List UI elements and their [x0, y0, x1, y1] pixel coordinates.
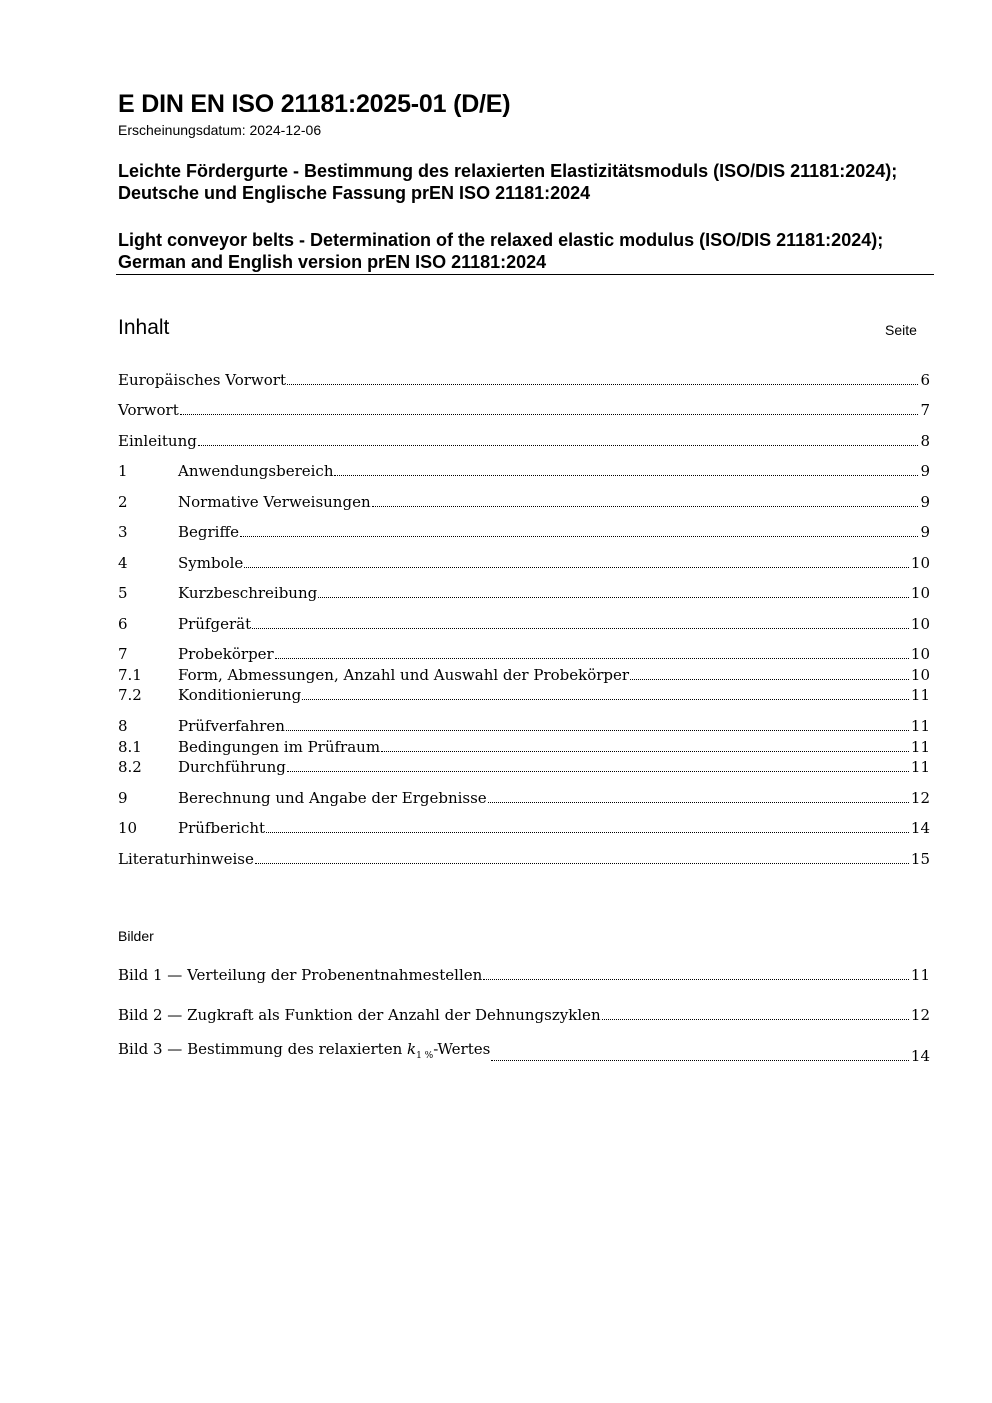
toc-entry-page: 12 [910, 789, 930, 807]
toc-entry-number: 6 [118, 615, 128, 633]
toc-heading: Inhalt [118, 316, 170, 339]
toc-entry[interactable] [118, 553, 930, 573]
toc-entry-title: Kurzbeschreibung [178, 584, 318, 602]
toc-entry[interactable] [118, 522, 930, 542]
publication-date: Erscheinungsdatum: 2024-12-06 [118, 122, 322, 138]
figure-entry[interactable] [118, 1005, 930, 1025]
dot-leader [244, 567, 909, 568]
toc-entry-number: 8 [118, 717, 128, 735]
dot-leader [318, 597, 909, 598]
toc-entry-title: Berechnung und Angabe der Ergebnisse [178, 789, 487, 807]
toc-entry-number: 7 [118, 645, 128, 663]
toc-entry-title: Anwendungsbereich [178, 462, 334, 480]
toc-entry[interactable] [118, 737, 930, 757]
dot-leader [275, 658, 909, 659]
header-divider [116, 274, 934, 275]
figure-entry-title: Bild 2 — Zugkraft als Funktion der Anzahl der Dehnungszyklen [118, 1006, 601, 1024]
dot-leader [381, 751, 909, 752]
toc-entry[interactable] [118, 665, 930, 685]
dot-leader [287, 771, 909, 772]
toc-entry-title: Begriffe [178, 523, 240, 541]
dot-leader [372, 506, 919, 507]
toc-entry-page: 10 [910, 615, 930, 633]
toc-entry[interactable] [118, 716, 930, 736]
toc-entry-number: 8.2 [118, 758, 142, 776]
toc-entry-page: 14 [910, 819, 930, 837]
dot-leader [180, 414, 919, 415]
toc-entry-number: 4 [118, 554, 128, 572]
toc-entry-page: 11 [910, 738, 930, 756]
math-symbol-k: k [407, 1040, 417, 1058]
toc-entry-page: 6 [920, 371, 930, 389]
toc-entry[interactable] [118, 788, 930, 808]
toc-entry-page: 9 [920, 493, 930, 511]
toc-entry-number: 7.2 [118, 686, 142, 704]
toc-entry-number: 10 [118, 819, 138, 837]
toc-entry-page: 7 [920, 401, 930, 419]
toc-entry[interactable] [118, 644, 930, 664]
toc-entry-title: Form, Abmessungen, Anzahl und Auswahl der Probekörper [178, 666, 630, 684]
toc-entry-page: 10 [910, 645, 930, 663]
toc-page-column-heading: Seite [885, 322, 917, 338]
figure-entry-page: 14 [910, 1047, 930, 1065]
dot-leader [334, 475, 918, 476]
toc-entry-page: 8 [920, 432, 930, 450]
toc-entry-page: 15 [910, 850, 930, 868]
toc-entry-title: Literaturhinweise [118, 850, 254, 868]
dot-leader [287, 384, 918, 385]
toc-entry[interactable] [118, 431, 930, 451]
dot-leader [630, 679, 909, 680]
figure-entry-title: Bild 1 — Verteilung der Probenentnahmestellen [118, 966, 483, 984]
toc-entry-page: 10 [910, 666, 930, 684]
dot-leader [483, 979, 909, 980]
figure-entry[interactable] [118, 1040, 930, 1066]
figures-heading: Bilder [118, 928, 154, 944]
toc-entry-number: 1 [118, 462, 128, 480]
toc-entry-title: Symbole [178, 554, 244, 572]
toc-entry-title: Prüfgerät [178, 615, 252, 633]
toc-entry[interactable] [118, 818, 930, 838]
math-subscript: 1 % [416, 1051, 434, 1061]
toc-entry[interactable] [118, 461, 930, 481]
toc-entry-title: Probekörper [178, 645, 274, 663]
toc-entry-page: 9 [920, 462, 930, 480]
toc-entry-title: Konditionierung [178, 686, 302, 704]
dot-leader [302, 699, 909, 700]
dot-leader [252, 628, 909, 629]
dot-leader [491, 1060, 909, 1061]
toc-entry-title: Europäisches Vorwort [118, 371, 286, 389]
figure-entry-page: 11 [910, 966, 930, 984]
toc-entry-title: Bedingungen im Prüfraum [178, 738, 381, 756]
dot-leader [286, 730, 909, 731]
toc-entry-page: 9 [920, 523, 930, 541]
toc-entry-number: 9 [118, 789, 128, 807]
toc-entry-number: 7.1 [118, 666, 142, 684]
dot-leader [266, 832, 909, 833]
figure-title-prefix: Bild 3 — Bestimmung des relaxierten [118, 1040, 407, 1058]
toc-entry[interactable] [118, 583, 930, 603]
toc-entry-page: 10 [910, 554, 930, 572]
toc-entry-title: Vorwort [118, 401, 179, 419]
dot-leader [488, 802, 909, 803]
toc-entry-page: 11 [910, 686, 930, 704]
toc-entry-title: Durchführung [178, 758, 286, 776]
toc-entry-title: Einleitung [118, 432, 197, 450]
dot-leader [240, 536, 918, 537]
toc-entry-title: Prüfverfahren [178, 717, 285, 735]
title-german: Leichte Fördergurte - Bestimmung des relaxierten Elastizitätsmoduls (ISO/DIS 21181:2024); Deutsche und Englische Fassung prEN ISO 21181:2024 [118, 161, 898, 203]
figure-entry-title [118, 1039, 490, 1066]
toc-entry-page: 10 [910, 584, 930, 602]
toc-entry[interactable] [118, 849, 930, 869]
toc-entry-number: 5 [118, 584, 128, 602]
dot-leader [255, 863, 909, 864]
dot-leader [602, 1019, 909, 1020]
document-title: E DIN EN ISO 21181:2025-01 (D/E) [118, 90, 511, 118]
toc-entry[interactable] [118, 400, 930, 420]
dot-leader [198, 445, 919, 446]
toc-entry[interactable] [118, 685, 930, 705]
figure-entry[interactable] [118, 965, 930, 985]
title-english: Light conveyor belts - Determination of the relaxed elastic modulus (ISO/DIS 21181:2024); German and English version prEN ISO 21181:2024 [118, 230, 884, 272]
toc-entry[interactable] [118, 492, 930, 512]
toc-entry-title: Normative Verweisungen [178, 493, 371, 511]
toc-entry-page: 11 [910, 717, 930, 735]
toc-entry-title: Prüfbericht [178, 819, 266, 837]
figure-title-suffix: -Wertes [433, 1040, 491, 1058]
toc-entry[interactable] [118, 757, 930, 777]
figure-entry-page: 12 [910, 1006, 930, 1024]
toc-entry-number: 3 [118, 523, 128, 541]
toc-entry[interactable] [118, 370, 930, 390]
toc-entry-number: 2 [118, 493, 128, 511]
toc-entry-number: 8.1 [118, 738, 142, 756]
toc-entry[interactable] [118, 614, 930, 634]
toc-entry-page: 11 [910, 758, 930, 776]
